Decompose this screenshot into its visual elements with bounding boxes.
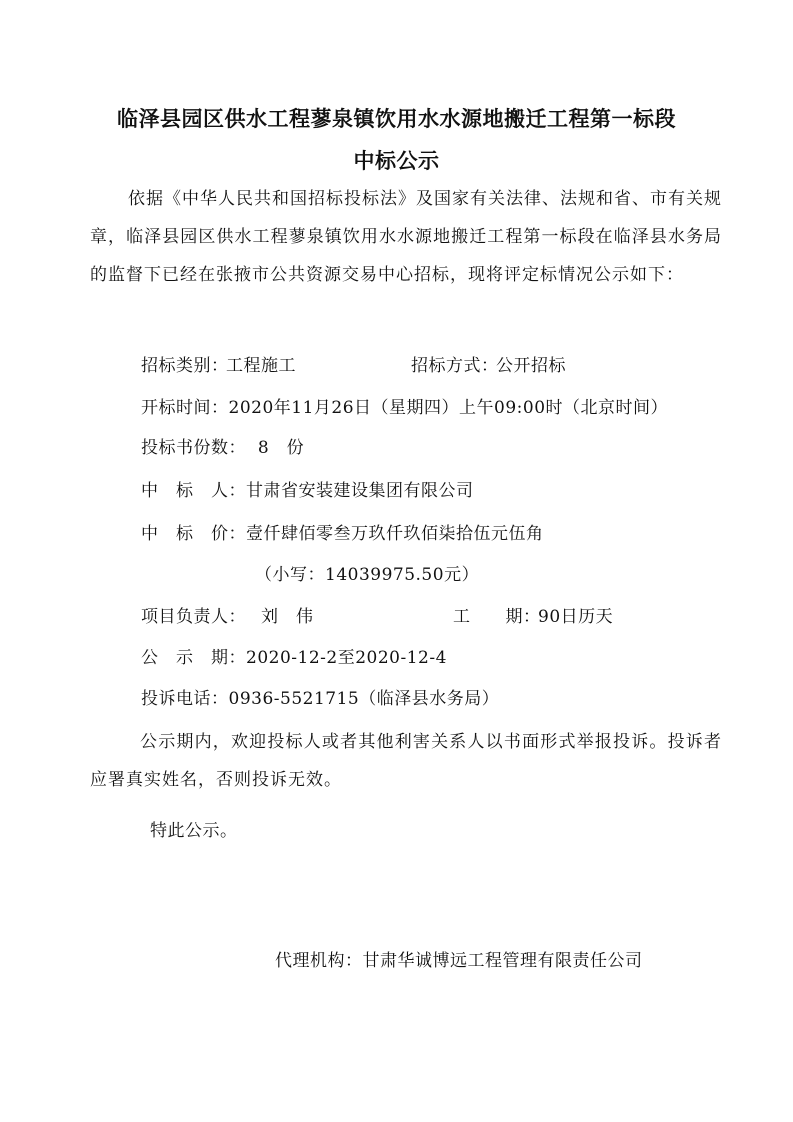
closing-text: 特此公示。 bbox=[150, 821, 238, 841]
category-label: 招标类别： bbox=[141, 356, 229, 376]
price-row bbox=[141, 523, 544, 545]
manager-label: 项目负责人： bbox=[141, 607, 246, 627]
price-small-value: （小写：14039975.50元） bbox=[255, 565, 480, 585]
bid-count-value: 8 份 bbox=[257, 438, 305, 458]
notice-paragraph: 公示期内，欢迎投标人或者其他利害关系人以书面形式举报投诉。投诉者应署真实姓名，否则投诉无效。 bbox=[90, 732, 722, 790]
intro-paragraph: 依据《中华人民共和国招标投标法》及国家有关法律、法规和省、市有关规章，临泽县园区供水工程蓼泉镇饮用水水源地搬迁工程第一标段在临泽县水务局的监督下已经在张掖市公共资源交易中心招标，现将评定标情况公示如下： bbox=[90, 189, 722, 285]
method-label: 招标方式： bbox=[411, 356, 499, 376]
winner-row bbox=[141, 480, 474, 502]
price-small-row bbox=[255, 564, 479, 586]
agency-line bbox=[275, 946, 643, 971]
price-value: 壹仟肆佰零叁万玖仟玖佰柒拾伍元伍角 bbox=[246, 524, 544, 544]
method-value: 公开招标 bbox=[496, 356, 566, 376]
document-subtitle: 中标公示 bbox=[353, 149, 440, 173]
open-time-label: 开标时间： bbox=[141, 398, 229, 418]
winner-value: 甘肃省安装建设集团有限公司 bbox=[246, 481, 474, 501]
bid-count-row bbox=[141, 437, 304, 459]
document-title: 临泽县园区供水工程蓼泉镇饮用水水源地搬迁工程第一标段 bbox=[117, 107, 676, 131]
duration-value: 90日历天 bbox=[538, 607, 614, 627]
phone-value: 0936-5521715（临泽县水务局） bbox=[228, 689, 500, 709]
period-label: 公 示 期： bbox=[141, 648, 246, 668]
winner-label: 中 标 人： bbox=[141, 481, 246, 501]
period-row bbox=[141, 647, 447, 669]
manager-value: 刘 伟 bbox=[261, 607, 314, 627]
price-label: 中 标 价： bbox=[141, 524, 246, 544]
period-value: 2020-12-2至2020-12-4 bbox=[246, 648, 447, 668]
bid-count-label: 投标书份数： bbox=[141, 438, 246, 458]
agency-label: 代理机构： bbox=[275, 951, 363, 971]
phone-label: 投诉电话： bbox=[141, 689, 229, 709]
agency-value: 甘肃华诚博远工程管理有限责任公司 bbox=[362, 951, 643, 971]
duration-label: 工 期： bbox=[453, 607, 541, 627]
phone-row bbox=[141, 688, 499, 710]
open-time-value: 2020年11月26日（星期四）上午09:00时（北京时间） bbox=[228, 398, 669, 418]
category-value: 工程施工 bbox=[226, 356, 296, 376]
open-time-row bbox=[141, 397, 668, 419]
